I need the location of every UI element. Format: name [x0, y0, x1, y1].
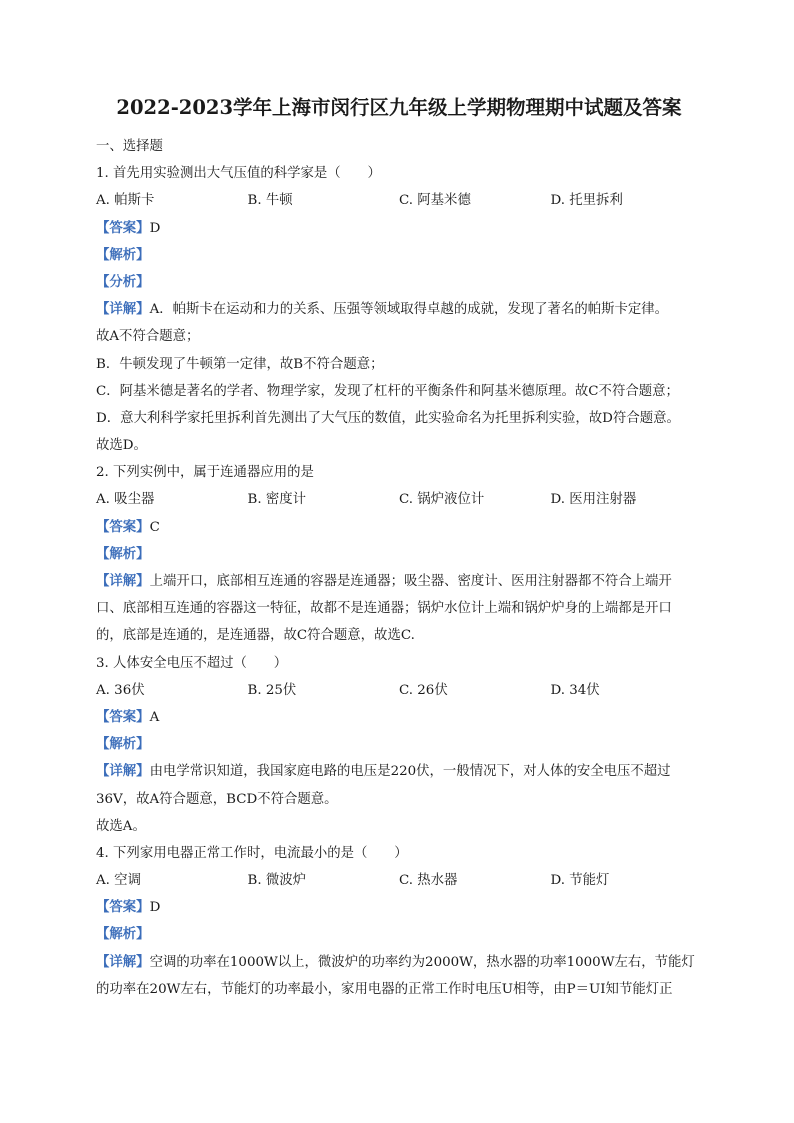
question-4-detail-line: 的功率在20W左右，节能灯的功率最小，家用电器的正常工作时电压U相等，由P＝UI知节能灯正 — [96, 981, 673, 997]
answer-value: A — [149, 709, 160, 725]
question-1-option-c: C. 阿基米德 — [399, 193, 471, 209]
question-4-option-d: D. 节能灯 — [550, 873, 610, 889]
document-page — [96, 92, 702, 1003]
question-1-option-a: A. 帕斯卡 — [96, 193, 155, 209]
detail-text: 上端开口，底部相互连通的容器是连通器；吸尘器、密度计、医用注射器都不符合上端开 — [149, 574, 672, 589]
analysis-tag: 【 解析 】 — [96, 247, 150, 263]
question-2-detail-line: 的，底部是连通的，是连通器，故C符合题意，故选C. — [96, 628, 415, 644]
question-3-analysis-heading — [96, 731, 702, 758]
detail-text: 由电学常识知道，我国家庭电路的电压是220伏，一般情况下，对人体的安全电压不超过 — [149, 764, 671, 780]
answer-tag: 【 答案 】 — [96, 899, 150, 915]
question-1-analysis-heading — [96, 242, 702, 269]
question-1-option-b: B. 牛顿 — [247, 193, 293, 209]
question-3-detail-line: 故选A。 — [96, 818, 146, 834]
question-1-detail-line — [96, 296, 702, 323]
question-2-answer — [96, 514, 702, 541]
question-2-detail-line — [96, 568, 702, 595]
question-3-detail-line — [96, 758, 702, 785]
answer-tag: 【 答案 】 — [96, 519, 150, 535]
analysis-tag: 【 解析 】 — [96, 736, 150, 752]
detail-tag: 【 详解 】 — [96, 954, 150, 970]
question-2-option-b: B. 密度计 — [247, 492, 307, 508]
question-2-options — [96, 486, 702, 513]
question-4-options — [96, 867, 702, 894]
analysis-tag: 【 解析 】 — [96, 926, 150, 942]
question-3-option-d: D. 34伏 — [550, 682, 600, 698]
question-1-stem: 1. 首先用实验测出大气压值的科学家是（ ） — [96, 166, 381, 182]
question-1-answer — [96, 215, 702, 242]
question-1-detail-line: 故选D。 — [96, 438, 147, 454]
fenxi-tag: 【 分析 】 — [96, 274, 150, 290]
question-3-option-b: B. 25伏 — [247, 682, 297, 698]
detail-tag: 【 详解 】 — [96, 573, 150, 589]
question-2-analysis-heading — [96, 541, 702, 568]
section-heading: 一、选择题 — [96, 139, 163, 154]
detail-tag: 【 详解 】 — [96, 301, 150, 317]
question-4-option-a: A. 空调 — [96, 873, 141, 889]
question-1-options — [96, 187, 702, 214]
question-4-stem: 4. 下列家用电器正常工作时，电流最小的是（ ） — [96, 845, 408, 861]
question-4-answer — [96, 894, 702, 921]
question-1-detail-line: C．阿基米德是著名的学者、物理学家，发现了杠杆的平衡条件和阿基米德原理。故C不符合题意； — [96, 383, 679, 399]
question-4-detail-line — [96, 949, 702, 976]
question-3-stem: 3. 人体安全电压不超过（ ） — [96, 655, 288, 671]
question-1-option-d: D. 托里拆利 — [550, 193, 623, 209]
answer-value: D — [149, 900, 161, 916]
analysis-tag: 【 解析 】 — [96, 546, 150, 562]
question-1-detail-line: 故A不符合题意； — [96, 329, 200, 345]
question-1-detail-line: B．牛顿发现了牛顿第一定律，故B不符合题意； — [96, 356, 384, 372]
question-2-detail-line: 口、底部相互连通的容器这一特征，故都不是连通器；锅炉水位计上端和锅炉炉身的上端都是开口 — [96, 601, 672, 617]
detail-tag: 【 详解 】 — [96, 763, 150, 779]
question-2-stem: 2. 下列实例中，属于连通器应用的是 — [96, 465, 314, 481]
detail-text: 空调的功率在1000W以上，微波炉的功率约为2000W，热水器的功率1000W左右，节能灯 — [149, 954, 695, 970]
question-2-option-a: A. 吸尘器 — [96, 492, 155, 508]
question-3-detail-line: 36V，故A符合题意，BCD不符合题意。 — [96, 791, 338, 807]
detail-text: A．帕斯卡在运动和力的关系、压强等领域取得卓越的成就，发现了著名的帕斯卡定律。 — [149, 302, 669, 318]
answer-tag: 【 答案 】 — [96, 709, 150, 725]
question-3-option-c: C. 26伏 — [399, 682, 448, 698]
question-3-options — [96, 677, 702, 704]
question-1-fenxi-heading — [96, 269, 702, 296]
answer-tag: 【 答案 】 — [96, 220, 150, 236]
question-4-option-b: B. 微波炉 — [247, 873, 307, 889]
question-3-option-a: A. 36伏 — [96, 682, 145, 698]
answer-value: C — [149, 519, 160, 535]
question-4-analysis-heading — [96, 921, 702, 948]
question-3-answer — [96, 704, 702, 731]
question-2-option-d: D. 医用注射器 — [550, 492, 637, 508]
question-2-option-c: C. 锅炉液位计 — [399, 492, 485, 508]
question-1-detail-line: D．意大利科学家托里拆利首先测出了大气压的数值，此实验命名为托里拆利实验，故D符合题意。 — [96, 410, 680, 426]
question-4-option-c: C. 热水器 — [399, 873, 458, 889]
page-title: 2022-2023学年上海市闵行区九年级上学期物理期中试题及答案 — [116, 96, 682, 119]
answer-value: D — [149, 220, 161, 236]
